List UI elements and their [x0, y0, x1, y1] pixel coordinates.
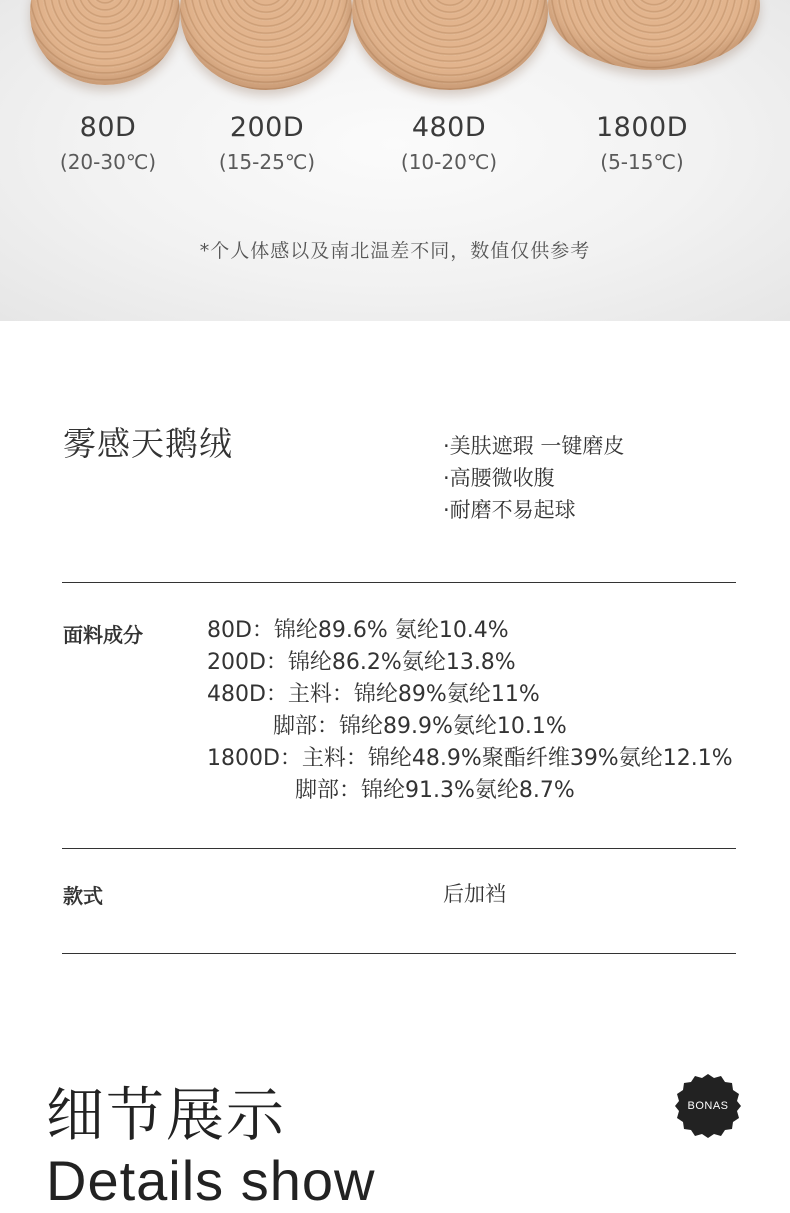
- fabric-row: 80D：锦纶89.6% 氨纶10.4%: [207, 618, 509, 643]
- fabric-composition: [207, 615, 733, 807]
- feature-item: ·美肤遮瑕 一键磨皮: [443, 434, 625, 458]
- divider: [62, 582, 736, 583]
- temperature-range: (5-15℃): [600, 150, 684, 174]
- details-subtitle: Details show: [46, 1149, 376, 1212]
- style-label: 款式: [63, 884, 103, 908]
- style-value: 后加裆: [443, 882, 506, 906]
- logo-text: BONAS: [687, 1100, 729, 1112]
- fabric-row: 480D：主料：锦纶89%氨纶11%: [207, 682, 540, 707]
- temperature-range: (10-20℃): [400, 150, 498, 174]
- fabric-row: 200D：锦纶86.2%氨纶13.8%: [207, 650, 516, 675]
- fabric-row: 1800D：主料：锦纶48.9%聚酯纤维39%氨纶12.1%: [207, 746, 733, 771]
- details-title: 细节展示: [46, 1081, 287, 1149]
- tights-roll-1800d-image: [548, 0, 760, 70]
- tights-roll-480d-image: [352, 0, 548, 90]
- temperature-range: (15-25℃): [218, 150, 316, 174]
- divider: [62, 848, 736, 849]
- denier-label: 200D: [229, 112, 305, 143]
- tights-roll-80d-image: [30, 0, 180, 85]
- product-banner: [0, 0, 790, 321]
- divider: [62, 953, 736, 954]
- denier-label: 480D: [411, 112, 487, 143]
- product-name: 雾感天鹅绒: [63, 424, 233, 463]
- feature-item: ·高腰微收腹: [443, 466, 555, 490]
- disclaimer-note: *个人体感以及南北温差不同，数值仅供参考: [199, 240, 591, 262]
- fabric-row: 脚部：锦纶89.9%氨纶10.1%: [207, 714, 567, 739]
- temperature-range: (20-30℃): [59, 150, 157, 174]
- feature-item: ·耐磨不易起球: [443, 498, 576, 522]
- fabric-label: 面料成分: [63, 623, 143, 647]
- denier-label: 1800D: [595, 112, 688, 143]
- denier-label: 80D: [79, 112, 137, 143]
- feature-list: [443, 430, 624, 526]
- fabric-row: 脚部：锦纶91.3%氨纶8.7%: [207, 778, 575, 803]
- tights-roll-200d-image: [180, 0, 352, 90]
